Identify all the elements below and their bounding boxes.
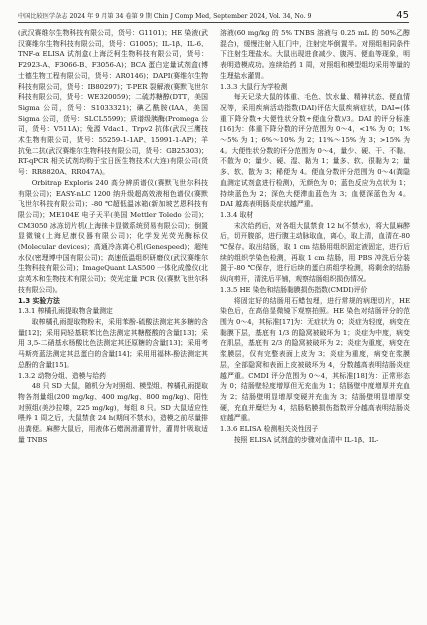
paragraph: 溶液(60 mg/kg 的 5% TNBS 溶液与 0.25 mL 的 50%乙醇混合)，缓慢注射入肛门中，注射完毕倒置半。对照组相同条件下注射生理盐水。大鼠出现进食减少、腹泻、便血等现象，明表明造模成功。连续给药 1 周，对照组和模型组均采用等量的生理盐水灌胃。	[220, 29, 410, 80]
paragraph: 末次给药后，对各组大鼠禁食 12 h(不禁水)，将大鼠麻醉后，切开腹部，进行腹主动脉取血，离心，取上清，血清在-80 ℃保存。取出结肠，取 1 cm 结肠用组织固定液固定，进行后续的组织学染色检测，再取 1 cm 结肠，用 PBS 冲洗后分装置于-80 ℃保存，进行后续的蛋白质组学检测，将剩余的结肠纵向剪开，清洗后平铺，观察结肠组织损伤情况。	[220, 221, 410, 284]
subsection-heading: 1.3.1 榨橘孔雨提取物含量测定	[18, 307, 113, 316]
subsection-heading: 1.3.3 大鼠行为学检测	[220, 82, 288, 91]
subsection-heading: 1.3.4 取材	[220, 210, 254, 219]
subsection-heading: 1.3.6 ELISA 检测相关炎性因子	[220, 425, 319, 434]
subsection-heading: 1.3.5 HE 染色和结肠黏膜损伤指数(CMDI)评价	[220, 285, 368, 294]
left-column	[18, 28, 208, 445]
subsection-heading: 1.3.2 动物分组、造模与给药	[18, 371, 107, 380]
paragraph: 按照 ELISA 试剂盒的步骤对血清中 IL-1β、IL-	[233, 435, 379, 444]
page-number: 45	[396, 9, 409, 21]
paragraph: 取榨橘孔雨提取物粉末，采用苯酚-硫酸法测定其多糖的含量[12]；采用同轻基联苯比色法测定其糖醛酸的含量[13]；采用 3,5-二硝基水杨酸比色法测定其还原糖的含量[13]；采用考马斯亮蓝法测定其总蛋白的含量[14]；采用用福林-酚法测定其总酚的含量[15]。	[18, 317, 208, 369]
paragraph: 48 只 SD 大鼠，随机分为对照组、模型组、榨橘孔雨提取物各剂量组(200 mg/kg、400 mg/kg、800 mg/kg)、阳性对照组(美沙拉嗪，225 mg/kg)，每组 8 只。SD 大鼠适应性喂养 1 周之后，大鼠禁食 24 h(期间不禁水)，造模之前尽量排出粪便。麻醉大鼠后，用液体石蜡润滑灌胃针，灌胃针吸取适量 TNBS	[18, 382, 208, 444]
paragraph: Orbitrap Exploris 240 高分辨质谱仪(赛默飞世尔科技有限公司)；EASY-nLC 1200 纳升级超高效液相色谱仪(赛默飞世尔科技有限公司)；-80 ℃超低温冰箱(新加坡艺恩科技有限公司)；ME104E 电子天平(美国 Mettler Toledo 公司)；CM3050 冰冻切片机(上海徕卡显微系统贸易有限公司)；倒置显微镜(上海尼康仪器有限公司)；化学发光荧光酶标仪(Molecular devices)；高通冷冻离心机(Genespeed)；超纯水仪(密理博中国有限公司)；高速低温组织研磨仪(武汉赛维尔生物科技有限公司)；ImageQuant LAS500 一体化成像仪(北京英木和生物技术有限公司)；荧光定量 PCR 仪(赛默飞世尔科技有限公司)。	[18, 178, 208, 294]
page-header	[18, 8, 409, 23]
journal-citation: 中国比较医学杂志 2024 年 9 月第 34 卷第 9 期 Chin J Comp Med, September 2024, Vol. 34, No. 9	[18, 12, 312, 20]
paragraph: (武汉赛维尔生物科技有限公司，货号：G1101)；HE 染液(武汉赛维尔生物科技有限公司，货号：G1005)；IL-1β、IL-6、TNF-α ELISA 试剂盒(上海泛柯生物科技有限公司，货号：F2923-A、F3066-B、F3056-A)；BCA 蛋白定量试剂盒(博士德生物工程有限公司，货号：AR0146)；DAPI(赛维尔生物科技有限公司，货号：IB80297)；T-PER 裂解液(赛默飞世尔科技有限公司，货号：WE320059)；二硫苏糖醇(DTT，美国 Sigma 公司，货号：S1033321)；碘乙酰胺(IAA，美国 Sigma 公司，货号：SLCL5599)；质谱级胰酶(Promega 公司，货号：V511A)；兔源 Vdac1、Trpv2 抗体(武汉三鹰技术生物有限公司，货号：55259-1-1AP、15991-1-AP)；羊抗兔二抗(武汉赛维尔生物科技有限公司，货号：GB25303)；RT-qPCR 相关试剂均购于宝日医生物技术(大连)有限公司(货号：RR8820A、RR047A)。	[18, 29, 208, 177]
right-column	[220, 28, 410, 445]
paragraph: 将固定好的结肠用石蜡包埋，进行常规的病理切片，HE 染色后，在高倍显微镜下观察拍照。HE 染色对结肠评分的范围为 0～4，其标准[17]为：无症状为 0；炎症为轻度，病变在黏膜下层，基底有 1/3 的隐窝被破坏为 1；炎症为中度，病变在肌层，基底有 2/3 的隐窝被破坏为 2；炎症为重度，病变在浆膜层，仅有完整表面上皮为 3；炎症为重度，病变在浆膜层，全部隐窝和表面上皮被破坏为 4，分数越高表明结肠炎症越严重。CMDI 评分范围为 0～4，其标准[18]为：正常形态为 0；结肠壁轻度增厚但无充血为 1；结肠壁中度增厚并充血为 2；结肠壁明显增厚变硬并充血为 3；结肠壁明显增厚变硬，充血并糜烂为 4，结肠粘膜损伤指数评分越高表明结肠炎症越严重。	[220, 296, 410, 423]
section-heading: 1.3 实验方法	[18, 296, 60, 305]
paragraph: 每天记录大鼠的体重、毛色、饮水量、精神状态、便血情况等，采用疾病活动指数(DAI)评估大鼠疾病症状，DAI=(体重下降分数+大便性状分数+便血分数)/3。DAI 的评分标准[16]为：体重下降分数的评分范围为 0～4，<1% 为 0；1%～5% 为 1；6%～10% 为 2；11%～15% 为 3；>15% 为 4。大便性状分数的评分范围为 0～4，量少、硬、干、不黏、不散为 0；量少、硬、湿、黏为 1；量多、软、很黏为 2；量多、软、散为 3；稀便为 4。便血分数评分范围为 0～4(粪隐血测定试剂盒进行检测)，无颜色为 0；蓝色反应为点状为 1；持续蓝色为 2；深色大便滞血蓝色为 3；血便深蓝色为 4。DAI 越高表明肠炎症状越严重。	[220, 93, 410, 209]
